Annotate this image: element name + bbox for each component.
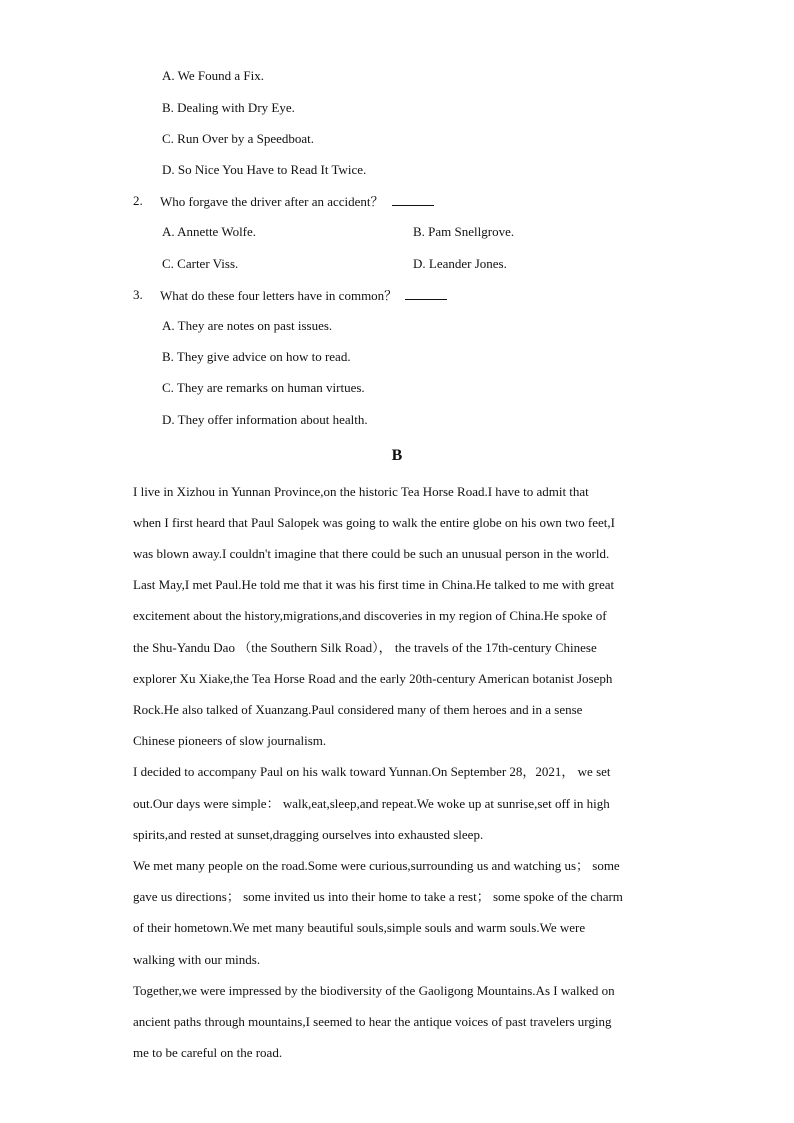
passage-line: Together,we were impressed by the biodiversity of the Gaoligong Mountains.As I walked on (133, 983, 615, 998)
passage-line: explorer Xu Xiake,the Tea Horse Road and the early 20th-century American botanist Joseph (133, 671, 613, 686)
q3-option-b: B. They give advice on how to read. (162, 349, 351, 364)
passage-line: walking with our minds. (133, 952, 261, 967)
passage-line: I live in Xizhou in Yunnan Province,on the historic Tea Horse Road.I have to admit that (133, 484, 589, 499)
passage-line: We met many people on the road.Some were curious,surrounding us and watching us； some (133, 858, 620, 873)
passage-line: Chinese pioneers of slow journalism. (133, 733, 327, 748)
passage-line: ancient paths through mountains,I seemed to hear the antique voices of past travelers urging (133, 1014, 612, 1029)
passage-line: was blown away.I couldn't imagine that there could be such an unusual person in the world. (133, 546, 610, 561)
q3-option-d: D. They offer information about health. (162, 412, 368, 427)
q1-option-c: C. Run Over by a Speedboat. (162, 131, 315, 146)
passage-line: when I first heard that Paul Salopek was going to walk the entire globe on his own two feet,I (133, 515, 615, 530)
passage-line: Last May,I met Paul.He told me that it was his first time in China.He talked to me with great (133, 577, 615, 592)
q1-option-b: B. Dealing with Dry Eye. (162, 100, 295, 115)
q2-option-d: D. Leander Jones. (413, 256, 507, 271)
q1-option-d: D. So Nice You Have to Read It Twice. (162, 162, 367, 177)
passage-line: excitement about the history,migrations,and discoveries in my region of China.He spoke of (133, 608, 607, 623)
section-heading: B (391, 447, 403, 464)
passage-line: I decided to accompany Paul on his walk toward Yunnan.On September 28，2021， we set (133, 764, 611, 779)
answer-blank (392, 193, 434, 206)
answer-blank (405, 287, 447, 300)
q1-option-a: A. We Found a Fix. (162, 68, 264, 83)
passage-line: gave us directions； some invited us into their home to take a rest； some spoke of the charm (133, 889, 623, 904)
q3-option-a: A. They are notes on past issues. (162, 318, 333, 333)
passage-line: spirits,and rested at sunset,dragging ourselves into exhausted sleep. (133, 827, 484, 842)
q2-option-a: A. Annette Wolfe. (162, 224, 257, 239)
passage-line: the Shu-Yandu Dao （the Southern Silk Road）， the travels of the 17th-century Chinese (133, 640, 597, 655)
q3-option-c: C. They are remarks on human virtues. (162, 380, 365, 395)
question-3-number: 3. (133, 287, 143, 302)
q2-option-b: B. Pam Snellgrove. (413, 224, 515, 239)
question-2-text: Who forgave the driver after an accident？ (160, 194, 384, 209)
passage-line: of their hometown.We met many beautiful souls,simple souls and warm souls.We were (133, 920, 586, 935)
question-3-text-row (160, 287, 447, 304)
q2-option-c: C. Carter Viss. (162, 256, 239, 271)
passage-line: me to be careful on the road. (133, 1045, 283, 1060)
question-2-text-row (160, 193, 434, 210)
passage-line: out.Our days were simple： walk,eat,sleep,and repeat.We woke up at sunrise,set off in high (133, 796, 610, 811)
question-2-number: 2. (133, 193, 143, 208)
passage-line: Rock.He also talked of Xuanzang.Paul considered many of them heroes and in a sense (133, 702, 583, 717)
question-3-text: What do these four letters have in common？ (160, 288, 398, 303)
